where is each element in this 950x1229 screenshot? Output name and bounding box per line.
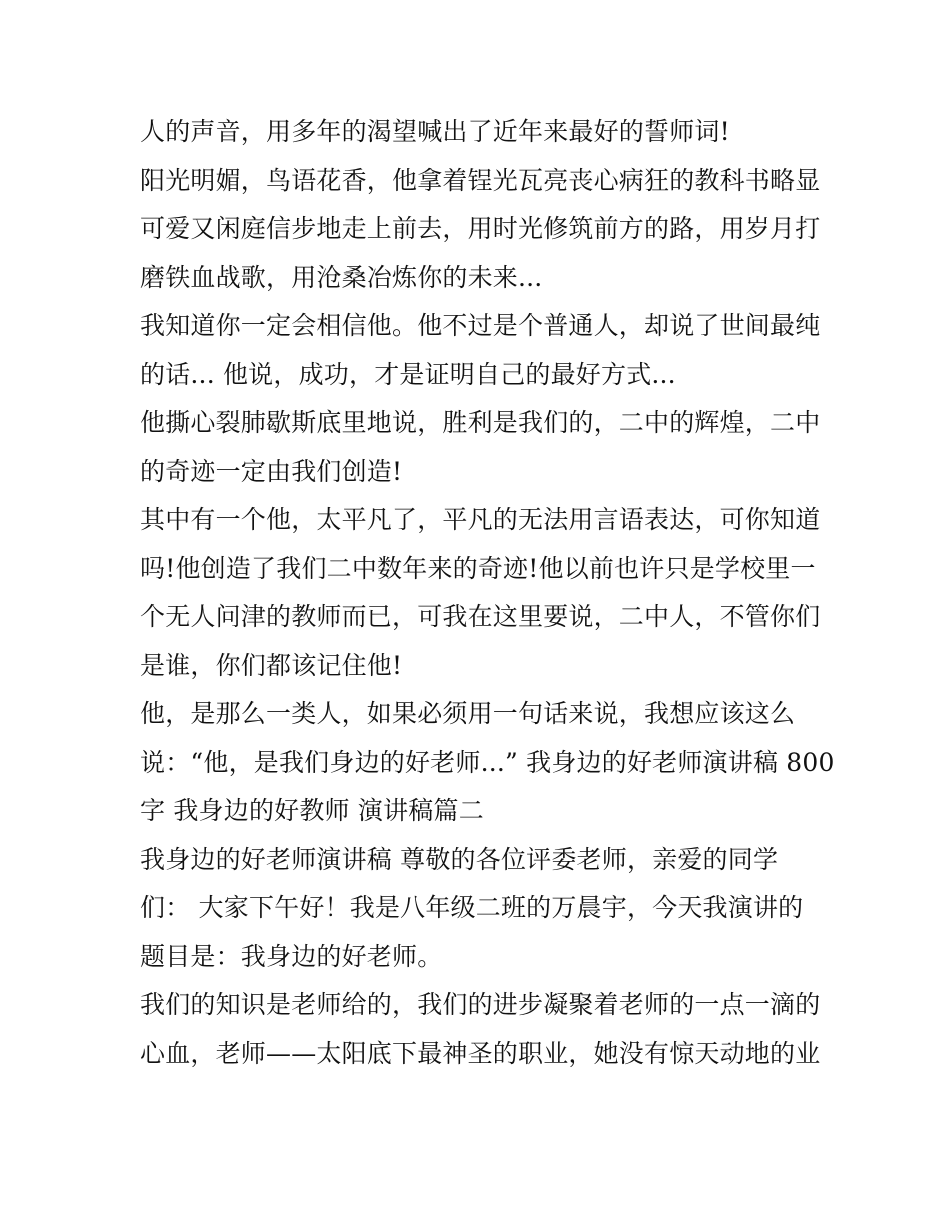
text-line: 我知道你一定会相信他。他不过是个普通人，却说了世间最纯 (140, 311, 821, 340)
text-line: 其中有一个他，太平凡了，平凡的无法用言语表达，可你知道 (140, 505, 821, 534)
text-line: 他，是那么一类人，如果必须用一句话来说，我想应该这么 (140, 699, 796, 728)
text-line: 个无人问津的教师而已，可我在这里要说，二中人，不管你们 (140, 602, 821, 631)
text-line: 吗!他创造了我们二中数年来的奇迹!他以前也许只是学校里一 (140, 553, 816, 583)
text-line: 的话... 他说，成功，才是证明自己的最好方式... (140, 359, 676, 389)
text-line: 磨铁血战歌，用沧桑冶炼你的未来... (140, 262, 543, 292)
text-line: 字 我身边的好教师 演讲稿篇二 (140, 796, 484, 825)
document-body-text (140, 108, 835, 1078)
text-line: 题目是：我身边的好老师。 (140, 941, 443, 971)
text-line: 他撕心裂肺歇斯底里地说，胜利是我们的，二中的辉煌，二中 (140, 408, 821, 437)
text-line: 人的声音，用多年的渴望喊出了近年来最好的誓师词! (140, 117, 730, 146)
text-line: 说：“他，是我们身边的好老师...” 我身边的好老师演讲稿 800 (140, 747, 835, 777)
text-line: 是谁，你们都该记住他! (140, 650, 403, 680)
text-line: 们： 大家下午好！我是八年级二班的万晨宇，今天我演讲的 (140, 893, 804, 922)
text-line: 阳光明媚，鸟语花香，他拿着锃光瓦亮丧心病狂的教科书略显 (140, 165, 821, 195)
text-line: 可爱又闲庭信步地走上前去，用时光修筑前方的路，用岁月打 (140, 214, 821, 243)
text-line: 我身边的好老师演讲稿 尊敬的各位评委老师，亲爱的同学 (140, 844, 779, 874)
text-line: 我们的知识是老师给的，我们的进步凝聚着老师的一点一滴的 (140, 990, 821, 1019)
text-line: 的奇迹一定由我们创造! (140, 456, 403, 486)
text-line: 心血，老师——太阳底下最神圣的职业，她没有惊天动地的业 (140, 1038, 821, 1068)
